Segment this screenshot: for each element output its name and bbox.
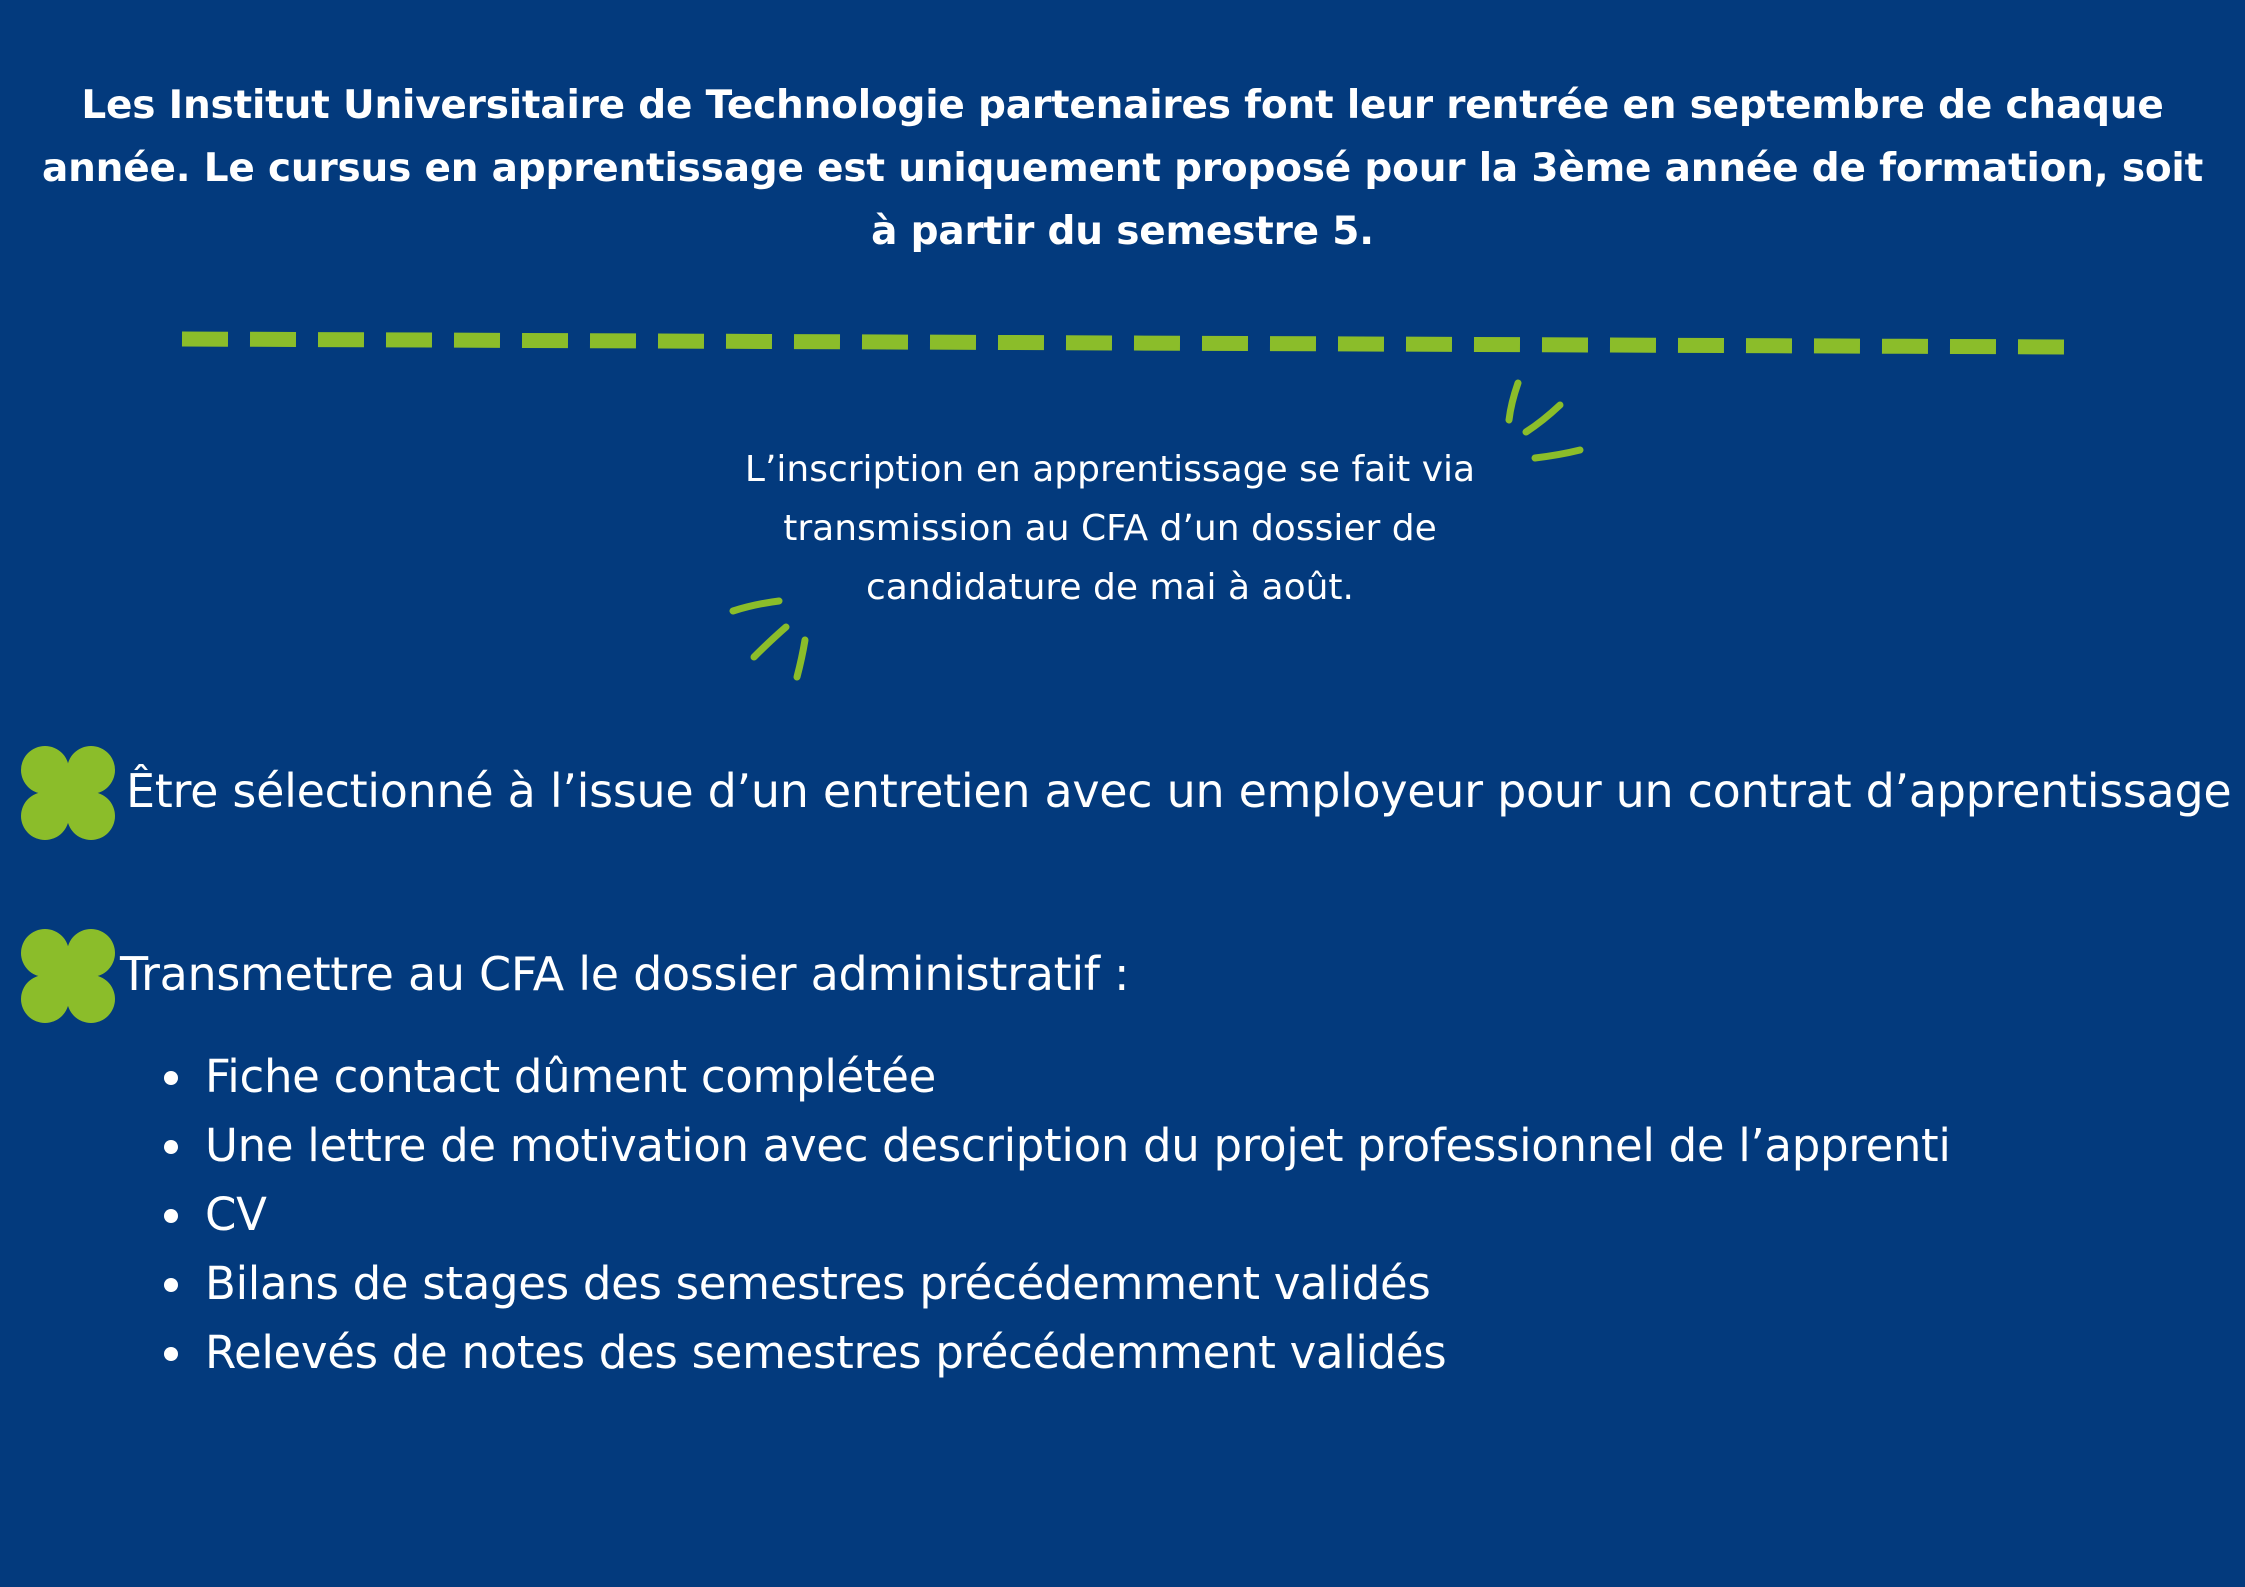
dashed-divider — [182, 339, 2070, 347]
bullet-icon — [164, 1278, 178, 1292]
intro-text: Les Institut Universitaire de Technologie partenaires font leur rentrée en septembre de chaque année. Le cursus en apprentissage est uniquement proposé pour la 3ème année de formation, soit à partir du semestre 5. — [41, 83, 2204, 254]
list-item — [160, 1180, 1951, 1249]
list-item — [160, 1318, 1951, 1387]
note-line-3: candidature de mai à août. — [866, 567, 1354, 608]
step-selection — [0, 745, 2245, 845]
bullet-icon — [164, 1209, 178, 1223]
bullet-icon — [164, 1071, 178, 1085]
clover-icon — [20, 928, 116, 1024]
bullet-icon — [164, 1140, 178, 1154]
note-line-2: transmission au CFA d’un dossier de — [783, 508, 1437, 549]
list-item — [160, 1042, 1951, 1111]
bullet-icon — [164, 1347, 178, 1361]
step-selection-label: Être sélectionné à l’issue d’un entretien avec un employeur pour un contrat d’apprentissage — [126, 764, 2232, 818]
list-item — [160, 1111, 1951, 1180]
registration-note — [650, 440, 1570, 617]
list-item-text: CV — [205, 1188, 267, 1241]
list-item-text: Relevés de notes des semestres précédemment validés — [205, 1326, 1447, 1379]
list-item-text: Bilans de stages des semestres précédemment validés — [205, 1257, 1431, 1310]
list-item-text: Une lettre de motivation avec description du projet professionnel de l’apprenti — [205, 1119, 1951, 1172]
list-item — [160, 1249, 1951, 1318]
note-line-1: L’inscription en apprentissage se fait via — [744, 449, 1476, 490]
documents-list — [160, 1042, 1951, 1387]
clover-icon — [20, 745, 116, 841]
list-item-text: Fiche contact dûment complétée — [205, 1050, 937, 1103]
step-transmit — [0, 928, 2245, 1028]
step-transmit-label: Transmettre au CFA le dossier administratif : — [120, 947, 1130, 1001]
